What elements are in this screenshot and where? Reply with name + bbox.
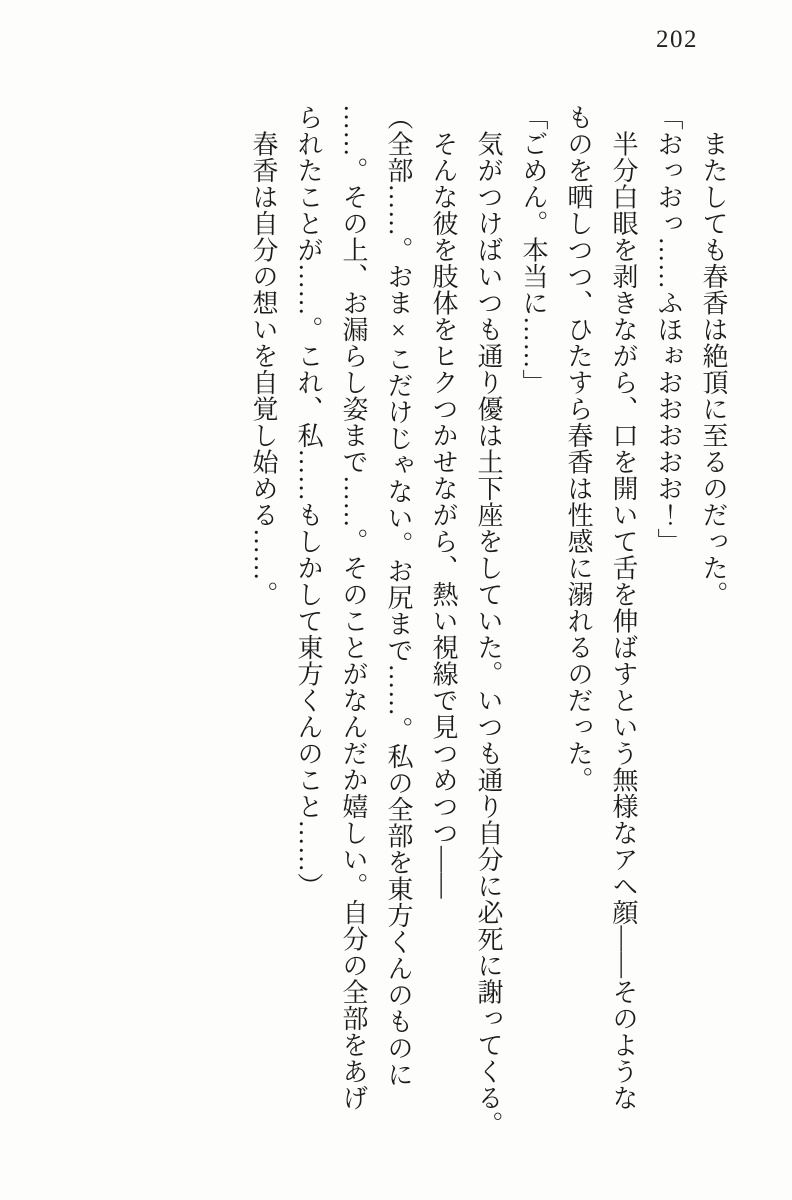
vertical-text-block	[241, 104, 736, 1164]
text-line: 春香は自分の想いを自覚し始める……。	[249, 104, 278, 608]
page-number: 202	[656, 26, 698, 53]
text-line: そんな彼を肢体をヒクつかせながら、熱い視線で見つめつつ――	[429, 104, 458, 899]
text-line: ものを晒しつつ、ひたすら春香は性感に溺れるのだった。	[564, 104, 593, 793]
text-line: またしても春香は絶頂に至るのだった。	[699, 104, 728, 608]
text-line: 「おっおっ……ふほぉおおおおお！」	[654, 104, 683, 555]
text-line: 「ごめん。本当に……」	[519, 104, 548, 396]
text-line: 半分白眼を剥きながら、口を開いて舌を伸ばすという無様なアヘ顔――そのような	[609, 104, 638, 1111]
text-line: られたことが……。これ、私……もしかして東方くんのこと……）	[294, 104, 323, 899]
text-line: （全部……。おま×こだけじゃない。お尻まで……。私の全部を東方くんのものに	[384, 104, 413, 1088]
text-line: ……。その上、お漏らし姿まで……。そのことがなんだか嬉しい。自分の全部をあげ	[339, 104, 368, 1111]
text-line: 気がつけばいつも通り優は土下座をしていた。いつも通り自分に必死に謝ってくる。	[474, 104, 503, 1138]
